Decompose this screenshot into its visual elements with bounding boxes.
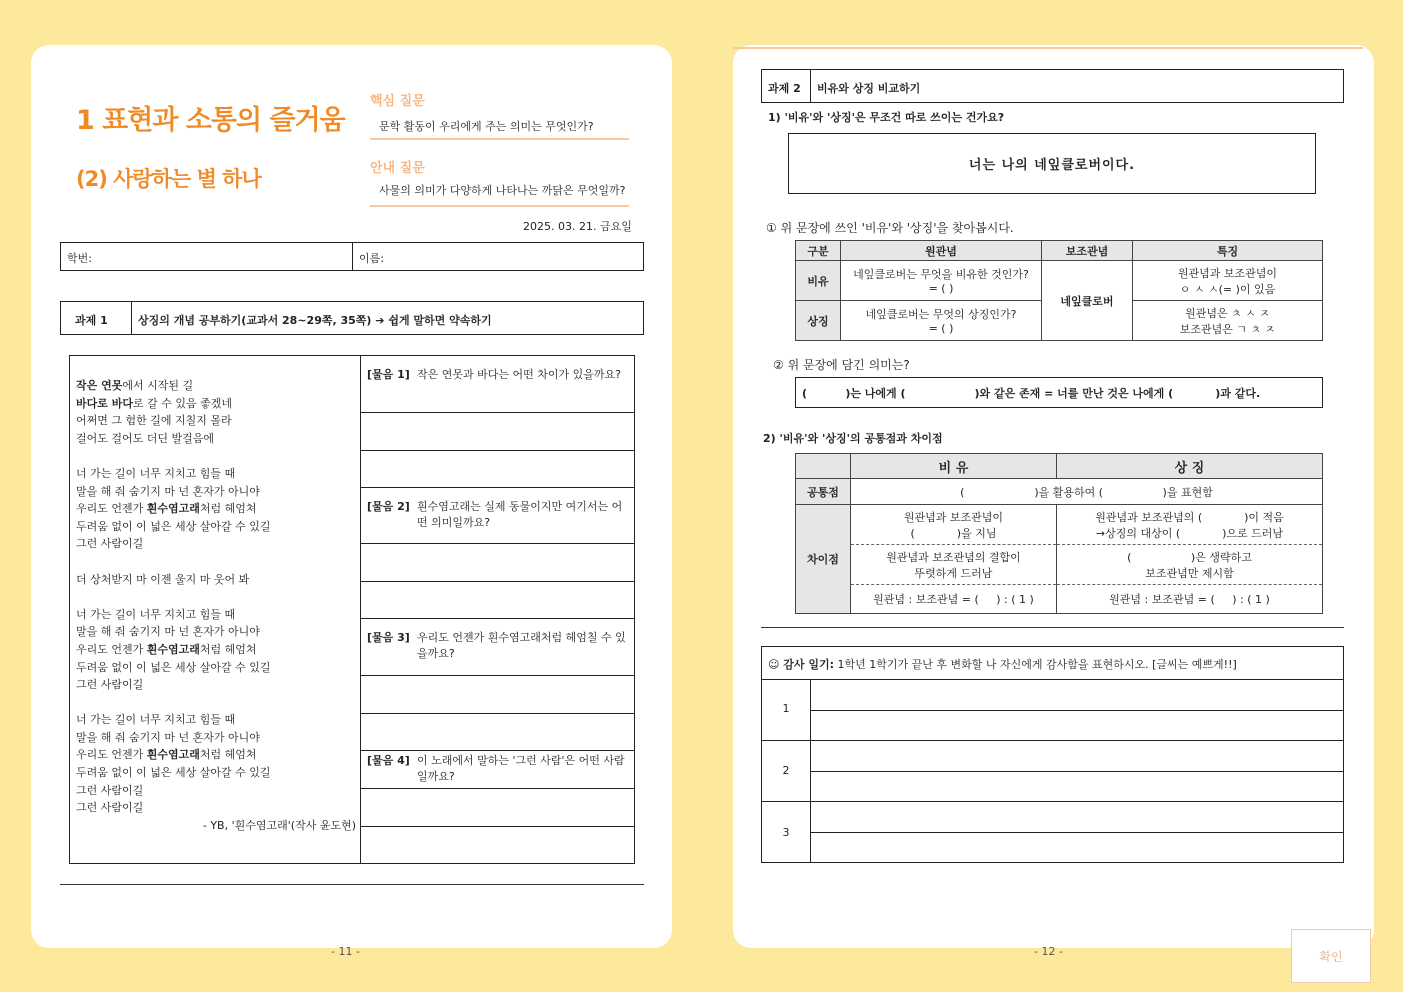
- lyric-line: 그런 사람이길: [76, 678, 144, 692]
- row-label: 차이점: [796, 505, 851, 614]
- row-label: 공통점: [796, 479, 851, 505]
- divider: [733, 47, 1363, 49]
- question-1-heading: 1) '비유'와 '상징'은 무조건 따로 쓰이는 건가요?: [768, 111, 1005, 124]
- comparison-table: [795, 453, 1323, 614]
- diary-row-number: 1: [782, 702, 790, 715]
- core-question-label: 핵심 질문: [370, 94, 425, 109]
- row-label: 비유: [796, 261, 841, 301]
- lyric-line: 바다로 바다로 갈 수 있음 좋겠네: [76, 396, 232, 410]
- question-2: [물음 2] 흰수염고래는 실제 동물이지만 여기서는 어떤 의미일까요?: [367, 500, 623, 529]
- table-cell: 원관념과 보조관념의 ( )이 적음 →상징의 대상이 ( )으로 드러남: [1057, 505, 1323, 545]
- table-cell: 원관념 : 보조관념 = ( ) : ( 1 ): [1057, 585, 1323, 614]
- lyric-line: 우리도 언젠가 흰수염고래처럼 헤엄쳐: [76, 502, 257, 516]
- lyric-line: 걸어도 걸어도 더딘 발걸음에: [76, 431, 215, 445]
- table-cell: ( )은 생략하고 보조관념만 제시함: [1057, 545, 1323, 585]
- lyric-line: 말을 해 줘 숨기지 마 넌 혼자가 아니야: [76, 730, 260, 744]
- student-info-box: [60, 242, 644, 271]
- lyric-line: 너 가는 길이 너무 지치고 힘들 때: [76, 713, 236, 727]
- page-number-right: - 12 -: [1034, 945, 1063, 958]
- date: 2025. 03. 21. 금요일: [523, 220, 632, 233]
- task-2-header: [761, 69, 1344, 103]
- table-header: 비 유: [851, 454, 1057, 479]
- page-number-left: - 11 -: [331, 945, 360, 958]
- table-cell: 원관념과 보조관념이 ( )을 지님: [851, 505, 1057, 545]
- diary-prompt: ☺ 감사 일기: 1학년 1학기가 끝난 후 변화할 나 자신에게 감사함을 표현하시오. [글씨는 예쁘게!!]: [768, 658, 1237, 671]
- lyric-line: 두려움 없이 이 넓은 세상 살아갈 수 있길: [76, 519, 271, 533]
- lyric-line: 너 가는 길이 너무 지치고 힘들 때: [76, 466, 236, 480]
- meaning-sentence: ( )는 나에게 ( )와 같은 존재 = 너를 만난 것은 나에게 ( )과 같다.: [802, 386, 1261, 400]
- lyric-line: 말을 해 줘 숨기지 마 넌 혼자가 아니야: [76, 484, 260, 498]
- lyric-line: 두려움 없이 이 넓은 세상 살아갈 수 있길: [76, 660, 271, 674]
- student-id-label: 학번:: [67, 252, 92, 265]
- lyric-line: 그런 사람이길: [76, 801, 144, 815]
- gratitude-diary: [761, 646, 1344, 863]
- core-question-text: 문학 활동이 우리에게 주는 의미는 무엇인가?: [379, 120, 594, 133]
- lyric-line: 우리도 언젠가 흰수염고래처럼 헤엄쳐: [76, 642, 257, 656]
- table-header: 특징: [1133, 241, 1323, 261]
- question-column: [361, 356, 634, 863]
- row-label: 상징: [796, 301, 841, 341]
- lesson-subtitle: (2) 사랑하는 별 하나: [76, 167, 261, 191]
- table-cell: 원관념은 ㅊ ㅅ ㅈ 보조관념은 ㄱ ㅊ ㅈ: [1133, 301, 1323, 341]
- meaning-box: [795, 377, 1323, 408]
- diary-row-number: 2: [782, 764, 790, 777]
- question-1: [물음 1] 작은 연못과 바다는 어떤 차이가 있을까요?: [367, 368, 621, 381]
- task-1-label: 과제 1: [75, 314, 108, 327]
- divider: [60, 884, 644, 885]
- task-1-text: 상징의 개념 공부하기(교과서 28~29쪽, 35쪽) ➔ 쉽게 말하면 약속하기: [138, 314, 492, 327]
- lyric-line: 어쩌면 그 험한 길에 지칠지 몰라: [76, 414, 232, 428]
- lyric-line: 그런 사람이길: [76, 537, 144, 551]
- question-4: [물음 4] 이 노래에서 말하는 '그런 사람'은 어떤 사람일까요?: [367, 754, 625, 783]
- table-header: [796, 454, 851, 479]
- table-header: 원관념: [841, 241, 1042, 261]
- divider: [370, 138, 629, 140]
- step-2-heading: ② 위 문장에 담긴 의미는?: [773, 358, 910, 372]
- right-page: [733, 45, 1374, 948]
- question-2-heading: 2) '비유'와 '상징'의 공통점과 차이점: [763, 432, 943, 445]
- lyric-line: 그런 사람이길: [76, 783, 144, 797]
- table-header: 상 징: [1057, 454, 1323, 479]
- chapter-title: 1 표현과 소통의 즐거움: [76, 105, 345, 136]
- step-1-heading: ① 위 문장에 쓰인 '비유'와 '상징'을 찾아봅시다.: [766, 221, 1014, 235]
- table-cell: 원관념과 보조관념이 ㅇ ㅅ ㅅ(= )이 있음: [1133, 261, 1323, 301]
- question-3: [물음 3] 우리도 언젠가 흰수염고래처럼 헤엄칠 수 있을까요?: [367, 631, 626, 660]
- table-header: 보조관념: [1042, 241, 1133, 261]
- lyric-line: 작은 연못에서 시작된 길: [76, 379, 194, 392]
- lyric-line: 너 가는 길이 너무 지치고 힘들 때: [76, 607, 236, 621]
- table-cell: 네잎클로버: [1042, 261, 1133, 341]
- table-cell: 원관념 : 보조관념 = ( ) : ( 1 ): [851, 585, 1057, 614]
- song-lyrics: [76, 377, 358, 834]
- lyric-line: 두려움 없이 이 넓은 세상 살아갈 수 있길: [76, 766, 271, 780]
- name-label: 이름:: [359, 252, 384, 265]
- lyric-line: 우리도 언젠가 흰수염고래처럼 헤엄쳐: [76, 748, 257, 762]
- lyric-line: 더 상처받지 마 이젠 울지 마 웃어 봐: [76, 572, 250, 586]
- guide-question-label: 안내 질문: [370, 161, 425, 176]
- table-cell: ( )을 활용하여 ( )을 표현함: [851, 479, 1323, 505]
- confirm-button[interactable]: 확인: [1291, 929, 1371, 983]
- table-cell: 네잎클로버는 무엇의 상징인가? = ( ): [841, 301, 1042, 341]
- divider: [370, 205, 629, 207]
- left-page: [31, 45, 672, 948]
- example-sentence-box: [788, 133, 1316, 194]
- task-1-header: [60, 301, 644, 335]
- divider: [761, 627, 1344, 628]
- metaphor-symbol-table: [795, 240, 1323, 341]
- song-source: - YB, '흰수염고래'(작사 윤도현): [202, 818, 356, 832]
- task-2-text: 비유와 상징 비교하기: [817, 82, 921, 95]
- lyrics-question-box: [69, 355, 635, 864]
- table-cell: 원관념과 보조관념의 결합이 뚜렷하게 드러남: [851, 545, 1057, 585]
- table-cell: 네잎클로버는 무엇을 비유한 것인가? = ( ): [841, 261, 1042, 301]
- lyric-line: 말을 해 줘 숨기지 마 넌 혼자가 아니야: [76, 625, 260, 639]
- diary-row-number: 3: [782, 826, 790, 839]
- example-sentence: 너는 나의 네잎클로버이다.: [968, 158, 1136, 173]
- table-header: 구분: [796, 241, 841, 261]
- task-2-label: 과제 2: [768, 82, 801, 95]
- guide-question-text: 사물의 의미가 다양하게 나타나는 까닭은 무엇일까?: [379, 184, 626, 197]
